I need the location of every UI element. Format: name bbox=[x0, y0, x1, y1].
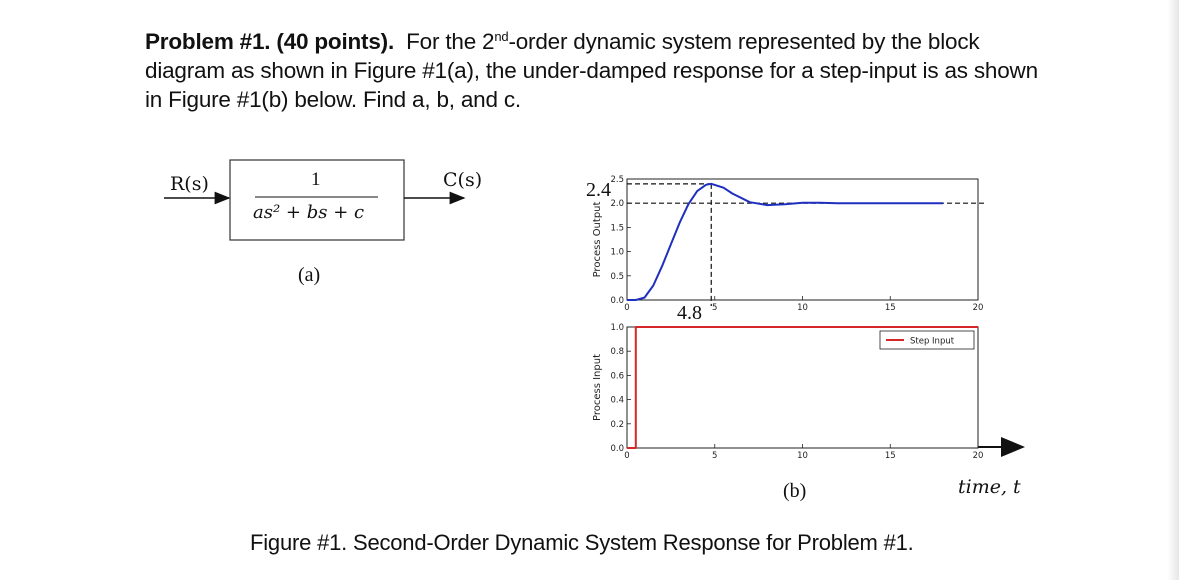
problem-sup: nd bbox=[494, 29, 509, 44]
y-tick-label: 0.5 bbox=[610, 271, 624, 282]
figure-caption: Figure #1. Second-Order Dynamic System Response for Problem #1. bbox=[250, 530, 914, 555]
x-tick-label: 10 bbox=[797, 303, 808, 313]
input-plot bbox=[592, 323, 983, 461]
x-tick-label: 15 bbox=[884, 451, 896, 461]
page-edge-shade bbox=[1167, 0, 1179, 580]
y-tick-label: 1.0 bbox=[610, 247, 624, 258]
x-tick-label: 20 bbox=[972, 451, 984, 461]
input-label: R(s) bbox=[170, 173, 209, 195]
y-tick-label: 2.0 bbox=[610, 199, 624, 210]
y-tick-label: 2.5 bbox=[610, 175, 624, 185]
tf-numerator: 1 bbox=[311, 169, 321, 190]
response-plots bbox=[580, 160, 1040, 480]
problem-heading: Problem #1. (40 points). bbox=[145, 29, 395, 54]
problem-line-3: in Figure #1(b) below. Find a, b, and c. bbox=[145, 87, 521, 112]
series-line bbox=[627, 184, 943, 300]
problem-text-a: For the 2 bbox=[406, 29, 495, 54]
y-tick-label: 0.0 bbox=[610, 296, 624, 306]
y-tick-label: 0.4 bbox=[610, 395, 624, 406]
y-tick-label: 0.8 bbox=[610, 347, 624, 358]
y-tick-label: 1.5 bbox=[610, 223, 624, 234]
output-label: C(s) bbox=[443, 169, 483, 191]
x-tick-label: 15 bbox=[884, 303, 896, 313]
y-tick-label: 0.6 bbox=[610, 371, 624, 382]
problem-line-2: diagram as shown in Figure #1(a), the under-damped response for a step-input is as shown bbox=[145, 58, 1038, 83]
x-tick-label: 20 bbox=[972, 303, 984, 313]
y-tick-label: 0.2 bbox=[610, 419, 624, 430]
x-tick-label: 0 bbox=[624, 451, 630, 461]
legend-label: Step Input bbox=[910, 336, 955, 347]
peak-time-label: 4.8 bbox=[677, 302, 702, 324]
y-tick-label: 0.0 bbox=[610, 444, 624, 454]
sublabel-a: (a) bbox=[298, 264, 321, 286]
problem-text-b: -order dynamic system represented by the block bbox=[508, 29, 980, 54]
x-tick-label: 10 bbox=[797, 451, 808, 461]
output-plot bbox=[592, 175, 986, 313]
x-tick-label: 5 bbox=[712, 303, 718, 313]
peak-value-label: 2.4 bbox=[586, 179, 611, 201]
y-axis-label: Process Input bbox=[592, 353, 603, 422]
plot-frame bbox=[627, 179, 978, 300]
tf-denominator: as² + bs + c bbox=[253, 202, 365, 223]
sublabel-b: (b) bbox=[783, 480, 807, 502]
y-axis-label: Process Output bbox=[592, 201, 603, 278]
y-tick-label: 1.0 bbox=[610, 323, 624, 333]
time-axis-label: time, t bbox=[958, 476, 1021, 498]
x-tick-label: 5 bbox=[712, 451, 718, 461]
problem-statement bbox=[145, 27, 1050, 114]
x-tick-label: 0 bbox=[624, 303, 630, 313]
